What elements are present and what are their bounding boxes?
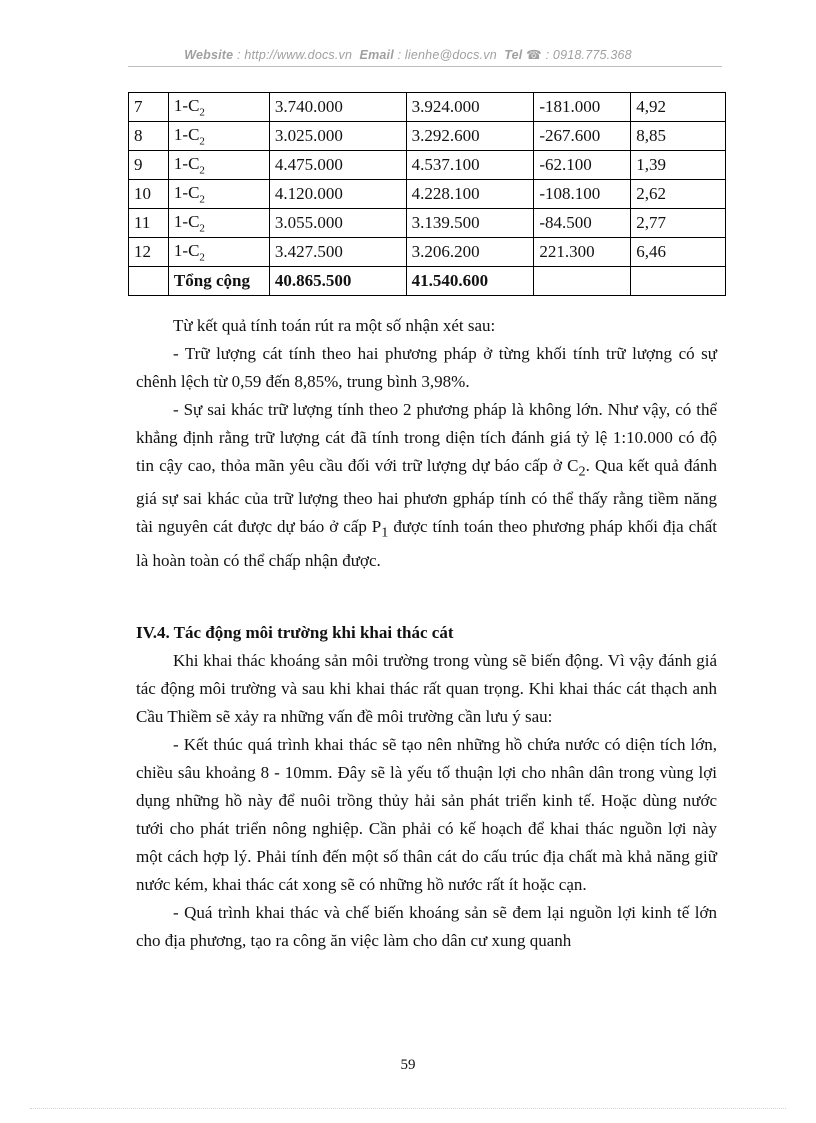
difference-cell: -62.100	[534, 151, 631, 180]
phone-icon: ☎	[526, 48, 542, 62]
block-number-cell: 9	[129, 151, 169, 180]
section-heading: IV.4. Tác động môi trường khi khai thác cát	[136, 623, 454, 642]
category-text: 1-C	[173, 95, 200, 115]
website-label: Website	[184, 48, 234, 62]
method-b-reserve-cell: 3.292.600	[406, 122, 534, 151]
total-empty-cell	[631, 267, 726, 296]
method-a-reserve-cell: 3.740.000	[269, 93, 406, 122]
method-b-reserve-cell: 3.139.500	[406, 209, 534, 238]
total-value-b: 41.540.600	[406, 267, 534, 296]
category-text: 1-C	[173, 153, 200, 173]
difference-cell: -84.500	[534, 209, 631, 238]
percent-difference-cell: 2,77	[631, 209, 726, 238]
category-subscript: 2	[199, 222, 205, 235]
table-row	[129, 180, 726, 209]
reserve-comparison-table	[128, 92, 726, 296]
difference-cell: -181.000	[534, 93, 631, 122]
method-a-reserve-cell: 4.120.000	[269, 180, 406, 209]
total-label: Tổng cộng	[168, 267, 269, 296]
method-b-reserve-cell: 3.206.200	[406, 238, 534, 267]
block-number-cell: 10	[129, 180, 169, 209]
block-number-cell: 8	[129, 122, 169, 151]
header-divider	[128, 66, 722, 67]
percent-difference-cell: 1,39	[631, 151, 726, 180]
email-label: Email	[359, 48, 394, 62]
category-subscript: 2	[199, 251, 205, 264]
category-cell	[168, 93, 269, 122]
total-value-a: 40.865.500	[269, 267, 406, 296]
page-number: 59	[400, 1057, 416, 1073]
total-row	[129, 267, 726, 296]
table-row	[129, 93, 726, 122]
conclusion-text-c: được tính toán theo phương pháp khối địa chất là hoàn toàn có thể chấp nhận được.	[136, 517, 717, 570]
category-subscript: 2	[199, 193, 205, 206]
tel-value: : 0918.775.368	[545, 48, 632, 62]
paragraph-conclusion	[136, 396, 717, 575]
paragraph-intro: Từ kết quả tính toán rút ra một số nhận xét sau:	[173, 316, 496, 335]
category-subscript: 2	[199, 164, 205, 177]
subscript-c2: 2	[578, 463, 586, 480]
percent-difference-cell: 2,62	[631, 180, 726, 209]
table-row	[129, 122, 726, 151]
category-cell	[168, 151, 269, 180]
difference-cell: -267.600	[534, 122, 631, 151]
method-b-reserve-cell: 3.924.000	[406, 93, 534, 122]
table-row	[129, 238, 726, 267]
block-number-cell: 7	[129, 93, 169, 122]
paragraph-lakes: - Kết thúc quá trình khai thác sẽ tạo nên những hồ chứa nước có diện tích lớn, chiều sâu khoảng 8 - 10mm. Đây sẽ là yếu tố thuận lợi cho nhân dân trong vùng lợi dụng những hồ này để nuôi trồng thủy hải sản phát triển kinh tế. Hoặc dùng nước tưới cho phát triển nông nghiệp. Cần phải có kế hoạch để khai thác nguồn lợi này một cách hợp lý. Phải tính đến một số thân cát do cấu trúc địa chất mà khả năng giữ nước kém, khai thác cát xong sẽ có những hồ nước rất ít hoặc cạn.	[136, 735, 717, 894]
difference-cell: -108.100	[534, 180, 631, 209]
category-text: 1-C	[173, 182, 200, 202]
email-value: : lienhe@docs.vn	[397, 48, 497, 62]
category-subscript: 2	[199, 135, 205, 148]
paragraph-difference: - Trữ lượng cát tính theo hai phương pháp ở từng khối tính trữ lượng có sự chênh lệch từ 0,59 đến 8,85%, trung bình 3,98%.	[136, 344, 717, 391]
method-a-reserve-cell: 4.475.000	[269, 151, 406, 180]
table-row	[129, 209, 726, 238]
tel-label: Tel	[504, 48, 523, 62]
category-cell	[168, 209, 269, 238]
percent-difference-cell: 4,92	[631, 93, 726, 122]
category-cell	[168, 122, 269, 151]
conclusion-text-a: - Sự sai khác trữ lượng tính theo 2 phương pháp là không lớn. Như vậy, có thể khẳng định rằng trữ lượng cát đã tính trong diện tích đánh giá tỷ lệ 1:10.000 có độ tin cậy cao, thỏa mãn yêu cầu đối với trữ lượng dự báo cấp ở C	[136, 400, 717, 475]
block-number-cell: 11	[129, 209, 169, 238]
paragraph-environment-intro: Khi khai thác khoáng sản môi trường trong vùng sẽ biến động. Vì vậy đánh giá tác động môi trường và sau khi khai thác rất quan trọng. Khi khai thác cát thạch anh Cầu Thiềm sẽ xảy ra những vấn đề môi trường cần lưu ý sau:	[136, 651, 717, 726]
total-empty-cell	[129, 267, 169, 296]
category-text: 1-C	[173, 211, 200, 231]
category-cell	[168, 238, 269, 267]
total-empty-cell	[534, 267, 631, 296]
environment-section	[136, 647, 717, 955]
category-cell	[168, 180, 269, 209]
page-header	[0, 47, 816, 62]
conclusion-text-b: . Qua kết quả đánh giá sự sai khác của trữ lượng theo hai phươn gpháp tính có thể thấy rằng tiềm năng tài nguyên cát được dự báo ở cấp P	[136, 456, 717, 537]
method-b-reserve-cell: 4.537.100	[406, 151, 534, 180]
category-text: 1-C	[173, 124, 200, 144]
percent-difference-cell: 8,85	[631, 122, 726, 151]
subscript-p1: 1	[381, 524, 389, 541]
method-a-reserve-cell: 3.055.000	[269, 209, 406, 238]
difference-cell: 221.300	[534, 238, 631, 267]
footer-divider	[30, 1108, 786, 1109]
method-a-reserve-cell: 3.025.000	[269, 122, 406, 151]
paragraph-economy: - Quá trình khai thác và chế biến khoáng sản sẽ đem lại nguồn lợi kinh tế lớn cho địa phương, tạo ra công ăn việc làm cho dân cư xung quanh	[136, 903, 717, 950]
category-subscript: 2	[199, 106, 205, 119]
table-row	[129, 151, 726, 180]
category-text: 1-C	[173, 240, 200, 260]
website-value: : http://www.docs.vn	[237, 48, 353, 62]
percent-difference-cell: 6,46	[631, 238, 726, 267]
method-a-reserve-cell: 3.427.500	[269, 238, 406, 267]
block-number-cell: 12	[129, 238, 169, 267]
method-b-reserve-cell: 4.228.100	[406, 180, 534, 209]
analysis-section	[136, 312, 717, 575]
